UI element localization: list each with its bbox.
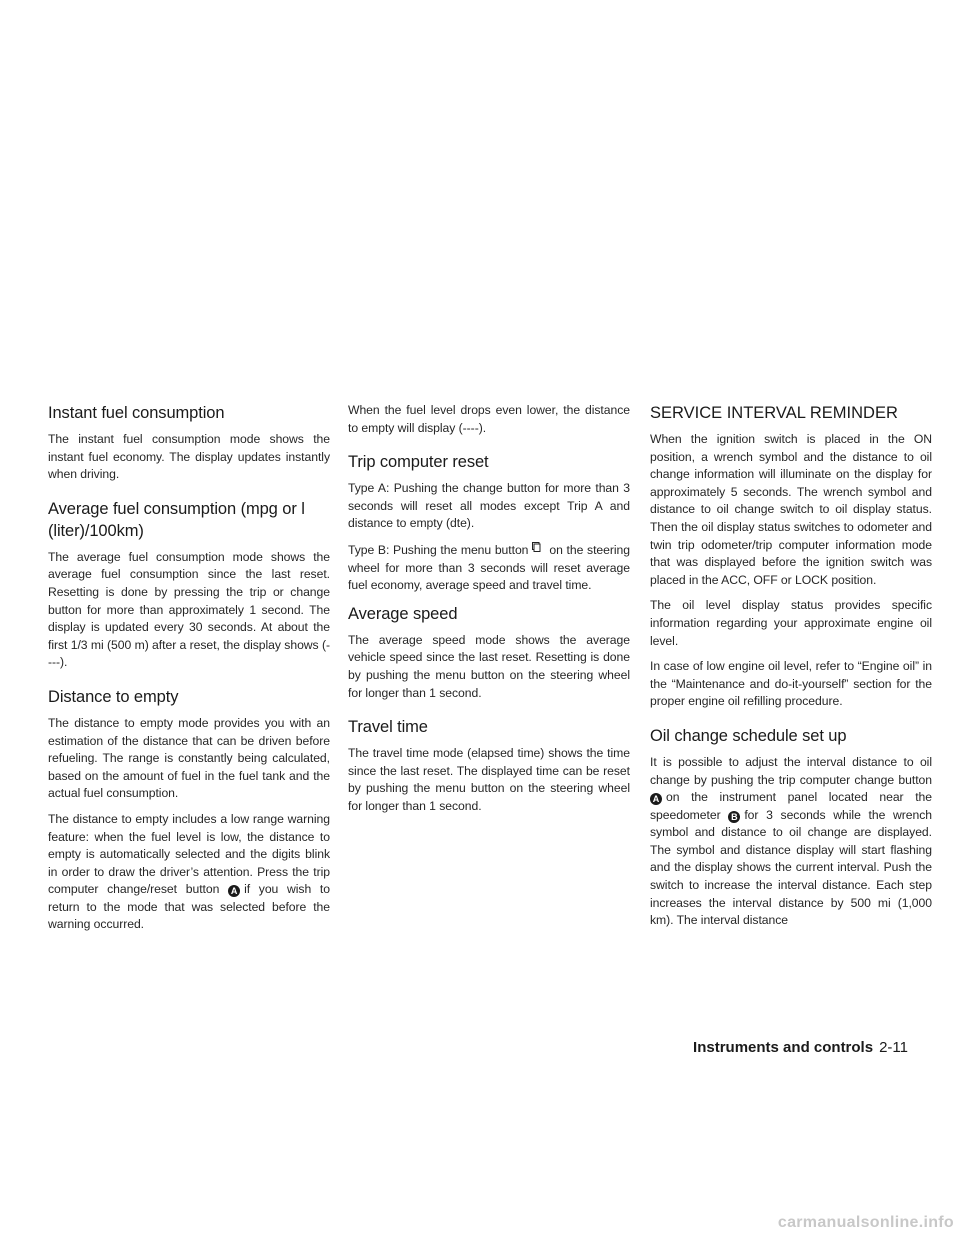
marker-b-icon: B <box>728 811 740 823</box>
paragraph-reset-type-b <box>348 541 630 595</box>
paragraph-service-2: The oil level display status provides specific information regarding your approximate engine oil level. <box>650 598 932 648</box>
paragraph-oil-text-c: for 3 seconds while the wrench symbol and distance to oil change are displayed. The symbol and distance display will start flashing and the display shows the current interval. Push the switch to increase the interval distance. Each step increases the interval distance by 500 mi (1,000 km). The interval distance <box>650 807 932 928</box>
heading-average-speed: Average speed <box>348 604 458 623</box>
paragraph-reset-type-a: Type A: Pushing the change button for more than 3 seconds will reset all modes except Trip A and distance to empty (dte). <box>348 481 630 531</box>
paragraph-dte-2 <box>48 811 330 934</box>
heading-average-line2: (liter)/100km) <box>48 521 144 540</box>
marker-a-icon: A <box>228 885 240 897</box>
column-left <box>48 402 330 942</box>
menu-button-icon <box>531 541 541 552</box>
heading-distance-to-empty: Distance to empty <box>48 687 179 706</box>
column-middle <box>348 402 630 824</box>
heading-oil-change-schedule: Oil change schedule set up <box>650 726 847 745</box>
paragraph-average-speed: The average speed mode shows the average vehicle speed since the last reset. Resetting is done by pushing the menu button on the steering wheel for longer than 1 second. <box>348 632 630 700</box>
paragraph-dte-1: The distance to empty mode provides you with an estimation of the distance that can be driven before refueling. The range is constantly being calculated, based on the amount of fuel in the fuel tank and the actual fuel consumption. <box>48 715 330 801</box>
paragraph-travel-time: The travel time mode (elapsed time) shows the time since the last reset. The displayed time can be reset by pushing the menu button on the steering wheel for longer than 1 second. <box>348 746 630 813</box>
paragraph-instant-fuel: The instant fuel consumption mode shows the instant fuel economy. The display updates instantly when driving. <box>48 432 330 482</box>
heading-instant-fuel-consumption: Instant fuel consumption <box>48 404 225 422</box>
paragraph-oil-change <box>650 754 932 930</box>
paragraph-reset-type-b-text-1: Type B: Pushing the menu button <box>348 542 529 557</box>
paragraph-service-1: When the ignition switch is placed in the ON position, a wrench symbol and the distance to oil change information will illuminate on the display for approximately 5 seconds. The wrench symbol and distance to oil change switch to oil display status. Then the oil display status switches to odometer and twin trip odometer/trip computer information mode that was displayed before the ignition switch was placed in the ACC, OFF or LOCK position. <box>650 432 932 587</box>
watermark: carmanualsonline.info <box>777 1214 954 1231</box>
footer-page-number: 2-11 <box>879 1039 908 1056</box>
heading-service-interval-reminder: SERVICE INTERVAL REMINDER <box>650 404 898 422</box>
marker-a-icon: A <box>650 793 662 805</box>
paragraph-dte-2-text-a: The distance to empty includes a low range warning feature: when the fuel level is low, the distance to empty is automatically selected and the digits blink in order to draw the driver’s attention. Press the trip computer change/reset button <box>48 811 330 897</box>
column-right <box>650 402 932 938</box>
heading-trip-computer-reset: Trip computer reset <box>348 453 489 472</box>
heading-average-fuel-consumption <box>48 498 330 542</box>
paragraph-service-3: In case of low engine oil level, refer to “Engine oil” in the “Maintenance and do-it-yourself” section for the proper engine oil refilling procedure. <box>650 659 932 709</box>
paragraph-oil-text-b: on the instrument panel located near the speedometer <box>650 790 932 822</box>
heading-travel-time: Travel time <box>348 718 428 737</box>
paragraph-dte-2-text-b: if you wish to return to the mode that was selected before the warning occurred. <box>48 882 330 932</box>
footer-section-title: Instruments and controls <box>693 1039 874 1056</box>
paragraph-reset-type-b-text-2: on the steering wheel for more than 3 seconds will reset average fuel economy, average speed and travel time. <box>348 542 630 593</box>
paragraph-average-fuel: The average fuel consumption mode shows the average fuel consumption since the last reset. Resetting is done by pressing the trip or change button for more than approximately 1 second. The display is updated every 30 seconds. At about the first 1/3 mi (500 m) after a reset, the display shows (----). <box>48 549 330 670</box>
page-footer <box>693 1039 908 1057</box>
heading-average-line1: Average fuel consumption (mpg or l <box>48 499 305 518</box>
paragraph-oil-text-a: It is possible to adjust the interval distance to oil change by pushing the trip computer change button <box>650 754 932 787</box>
paragraph-dte-continued: When the fuel level drops even lower, the distance to empty will display (----). <box>348 403 630 435</box>
